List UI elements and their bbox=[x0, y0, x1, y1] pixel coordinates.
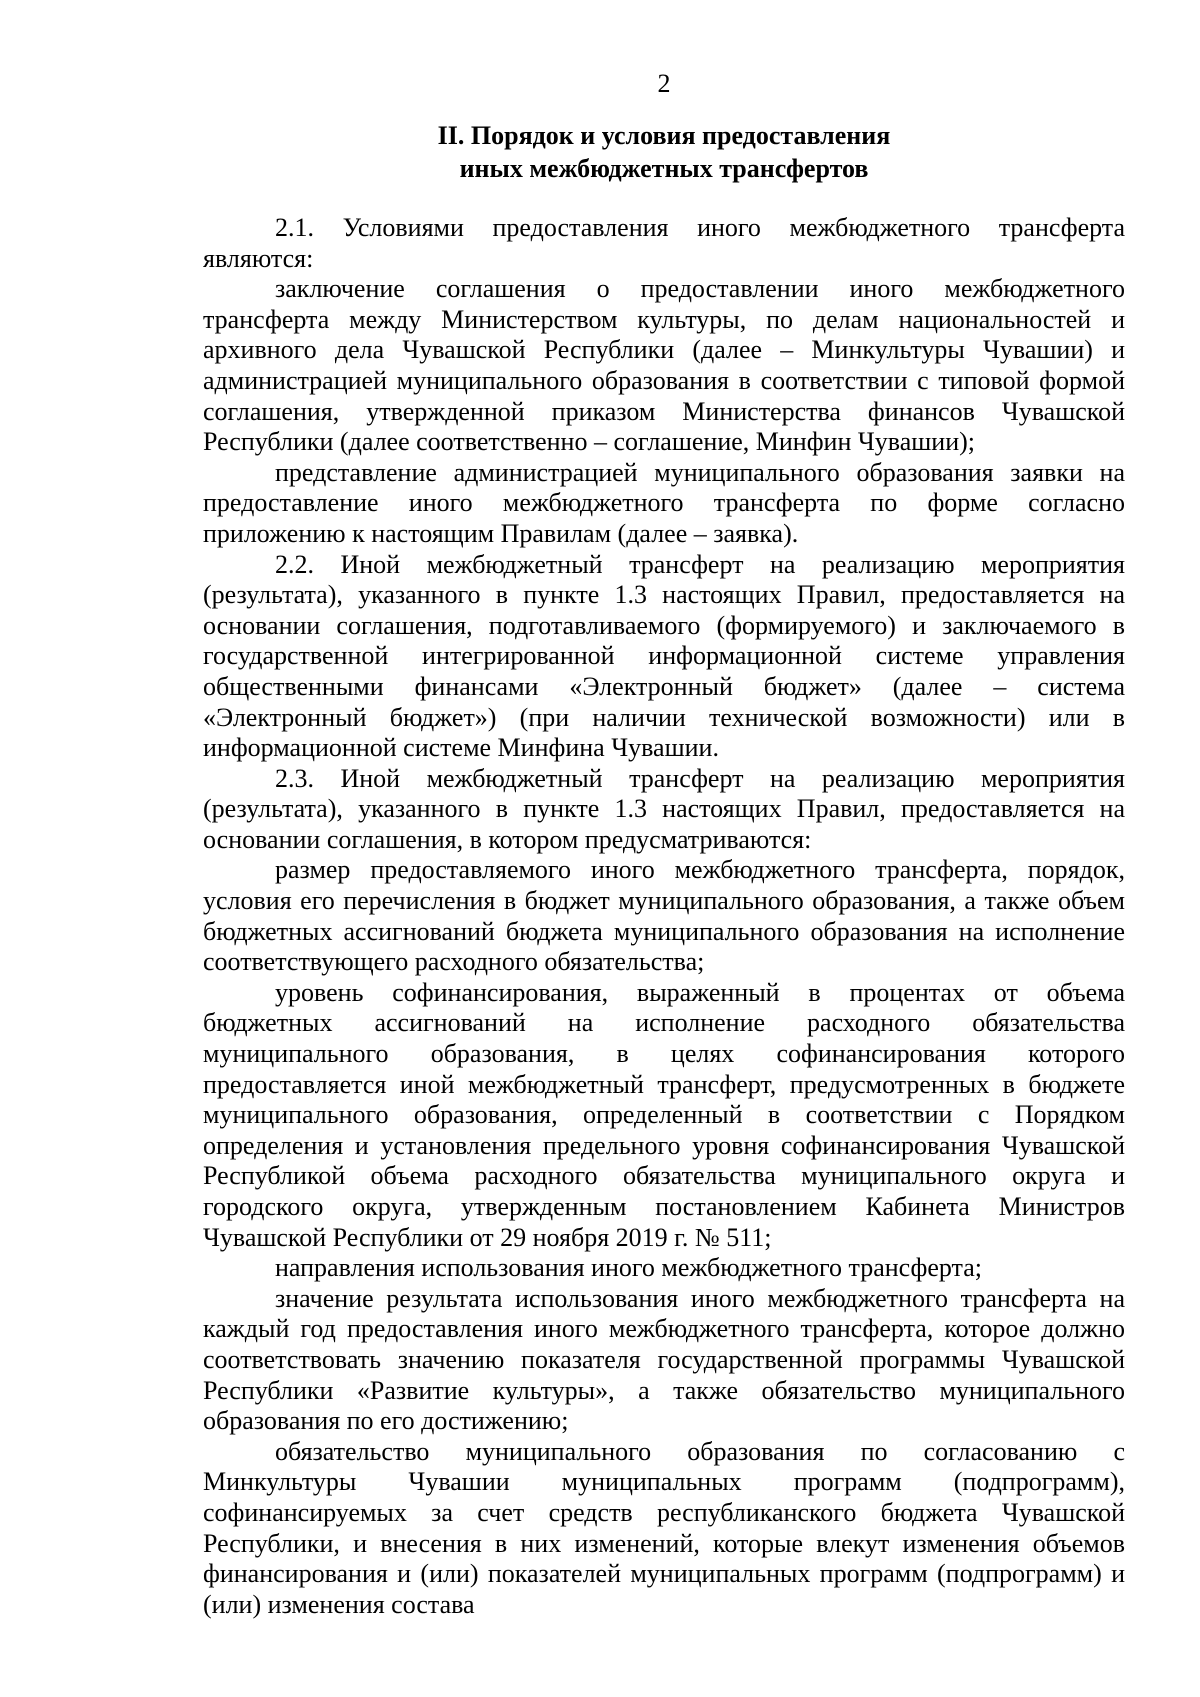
paragraph-2-1: 2.1. Условиями предоставления иного межбюджетного трансферта являются: bbox=[203, 213, 1125, 273]
paragraph-application-submission: представление администрацией муниципального образования заявки на предоставление иного межбюджетного трансферта по форме согласно приложению к настоящим Правилам (далее – заявка). bbox=[203, 457, 1125, 548]
page-number: 2 bbox=[657, 69, 671, 98]
document-page bbox=[203, 68, 1125, 1620]
paragraph-transfer-amount: размер предоставляемого иного межбюджетного трансферта, порядок, условия его перечисления в бюджет муниципального образования, а также объем бюджетных ассигнований бюджета муниципального образования на исполнение соответствующего расходного обязательства; bbox=[203, 855, 1125, 977]
document-body bbox=[203, 213, 1125, 1620]
paragraph-result-value: значение результата использования иного межбюджетного трансферта на каждый год предоставления иного межбюджетного трансферта, которое должно соответствовать значению показателя государственной программы Чувашской Республики «Развитие культуры», а также обязательство муниципального образования по его достижению; bbox=[203, 1283, 1125, 1436]
paragraph-2-3: 2.3. Иной межбюджетный трансферт на реализацию мероприятия (результата), указанного в пункте 1.3 настоящих Правил, предоставляется на основании соглашения, в котором предусматриваются: bbox=[203, 763, 1125, 854]
paragraph-2-2: 2.2. Иной межбюджетный трансферт на реализацию мероприятия (результата), указанного в пункте 1.3 настоящих Правил, предоставляется на основании соглашения, подготавливаемого (формируемого) и заключаемого в государственной интегрированной информационной системе управления общественными финансами «Электронный бюджет» (далее – система «Электронный бюджет») (при наличии технической возможности) или в информационной системе Минфина Чувашии. bbox=[203, 549, 1125, 763]
paragraph-cofinancing-level: уровень софинансирования, выраженный в процентах от объема бюджетных ассигнований на исполнение расходного обязательства муниципального образования, в целях софинансирования которого предоставляется иной межбюджетный трансферт, предусмотренных в бюджете муниципального образования, определенный в соответствии с Порядком определения и установления предельного уровня софинансирования Чувашской Республикой объема расходного обязательства муниципального округа и городского округа, утвержденным постановлением Кабинета Министров Чувашской Республики от 29 ноября 2019 г. № 511; bbox=[203, 977, 1125, 1252]
paragraph-program-obligation: обязательство муниципального образования по согласованию с Минкультуры Чувашии муниципальных программ (подпрограмм), софинансируемых за счет средств республиканского бюджета Чувашской Республики, и внесения в них изменений, которые влекут изменения объемов финансирования и (или) показателей муниципальных программ (подпрограмм) и (или) изменения состава bbox=[203, 1436, 1125, 1619]
paragraph-usage-directions: направления использования иного межбюджетного трансферта; bbox=[275, 1253, 982, 1283]
paragraph-agreement-conclusion: заключение соглашения о предоставлении иного межбюджетного трансферта между Министерством культуры, по делам национальностей и архивного дела Чувашской Республики (далее – Минкультуры Чувашии) и администрацией муниципального образования в соответствии с типовой формой соглашения, утвержденной приказом Министерства финансов Чувашской Республики (далее соответственно – соглашение, Минфин Чувашии); bbox=[203, 274, 1125, 457]
section-title: II. Порядок и условия предоставления иных межбюджетных трансфертов bbox=[437, 121, 891, 183]
